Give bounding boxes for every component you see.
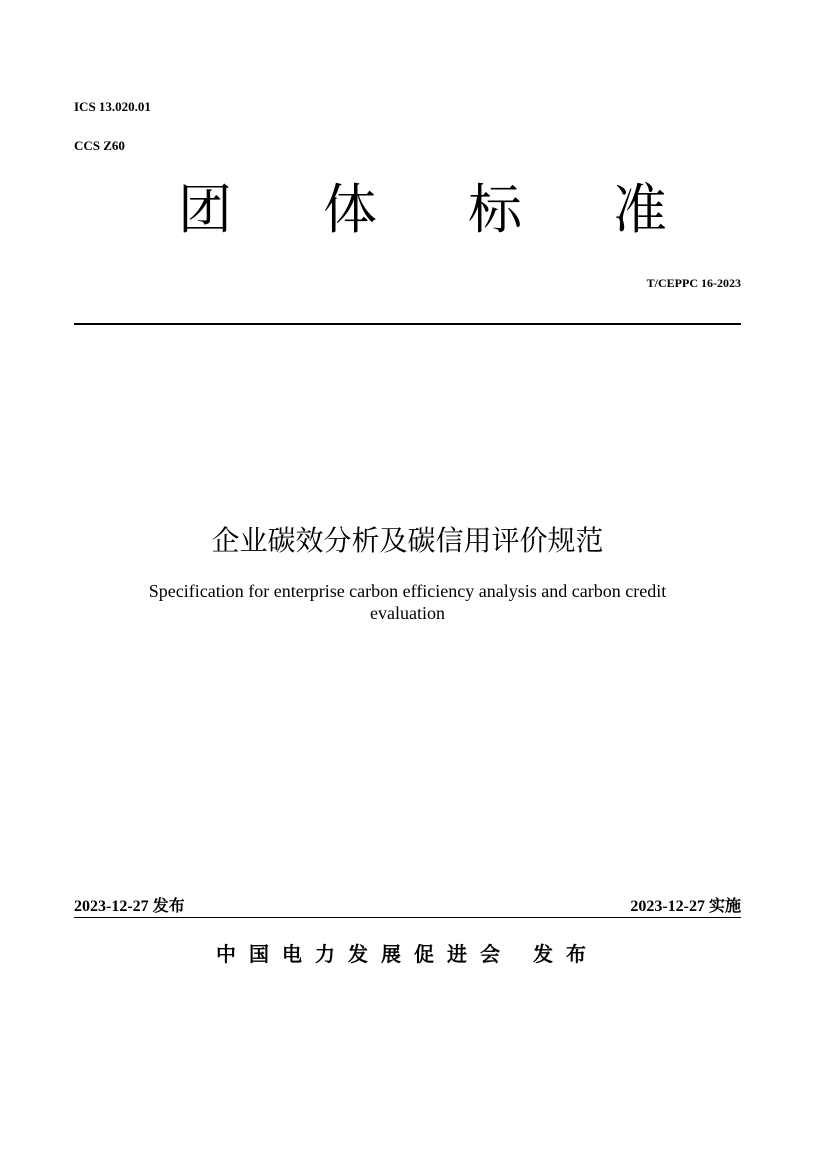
standard-type-char: 准 bbox=[613, 178, 667, 241]
bottom-divider bbox=[74, 917, 741, 918]
implementation-label: 实施 bbox=[708, 896, 741, 915]
standard-type-char: 标 bbox=[468, 178, 522, 241]
publisher-name: 中国电力发展促进会 bbox=[216, 942, 514, 966]
ics-code: ICS 13.020.01 bbox=[74, 99, 151, 114]
implementation-date bbox=[630, 893, 741, 916]
issue-date-value: 2023-12-27 bbox=[74, 898, 149, 915]
standard-number: T/CEPPC 16-2023 bbox=[646, 276, 741, 290]
english-title-line: evaluation bbox=[370, 603, 445, 623]
standard-type-char: 体 bbox=[323, 178, 377, 241]
implementation-date-value: 2023-12-27 bbox=[630, 898, 705, 915]
chinese-title: 企业碳效分析及碳信用评价规范 bbox=[211, 524, 604, 557]
issue-label: 发布 bbox=[152, 896, 185, 915]
issue-date bbox=[74, 893, 185, 916]
standard-type-heading bbox=[175, 178, 670, 242]
top-divider bbox=[74, 323, 741, 325]
publisher-line bbox=[0, 938, 815, 967]
english-title bbox=[100, 580, 715, 624]
ccs-code: CCS Z60 bbox=[74, 138, 125, 153]
english-title-line: Specification for enterprise carbon efficiency analysis and carbon credit bbox=[148, 581, 667, 601]
standard-type-char: 团 bbox=[178, 178, 232, 241]
publisher-action: 发布 bbox=[532, 942, 599, 966]
